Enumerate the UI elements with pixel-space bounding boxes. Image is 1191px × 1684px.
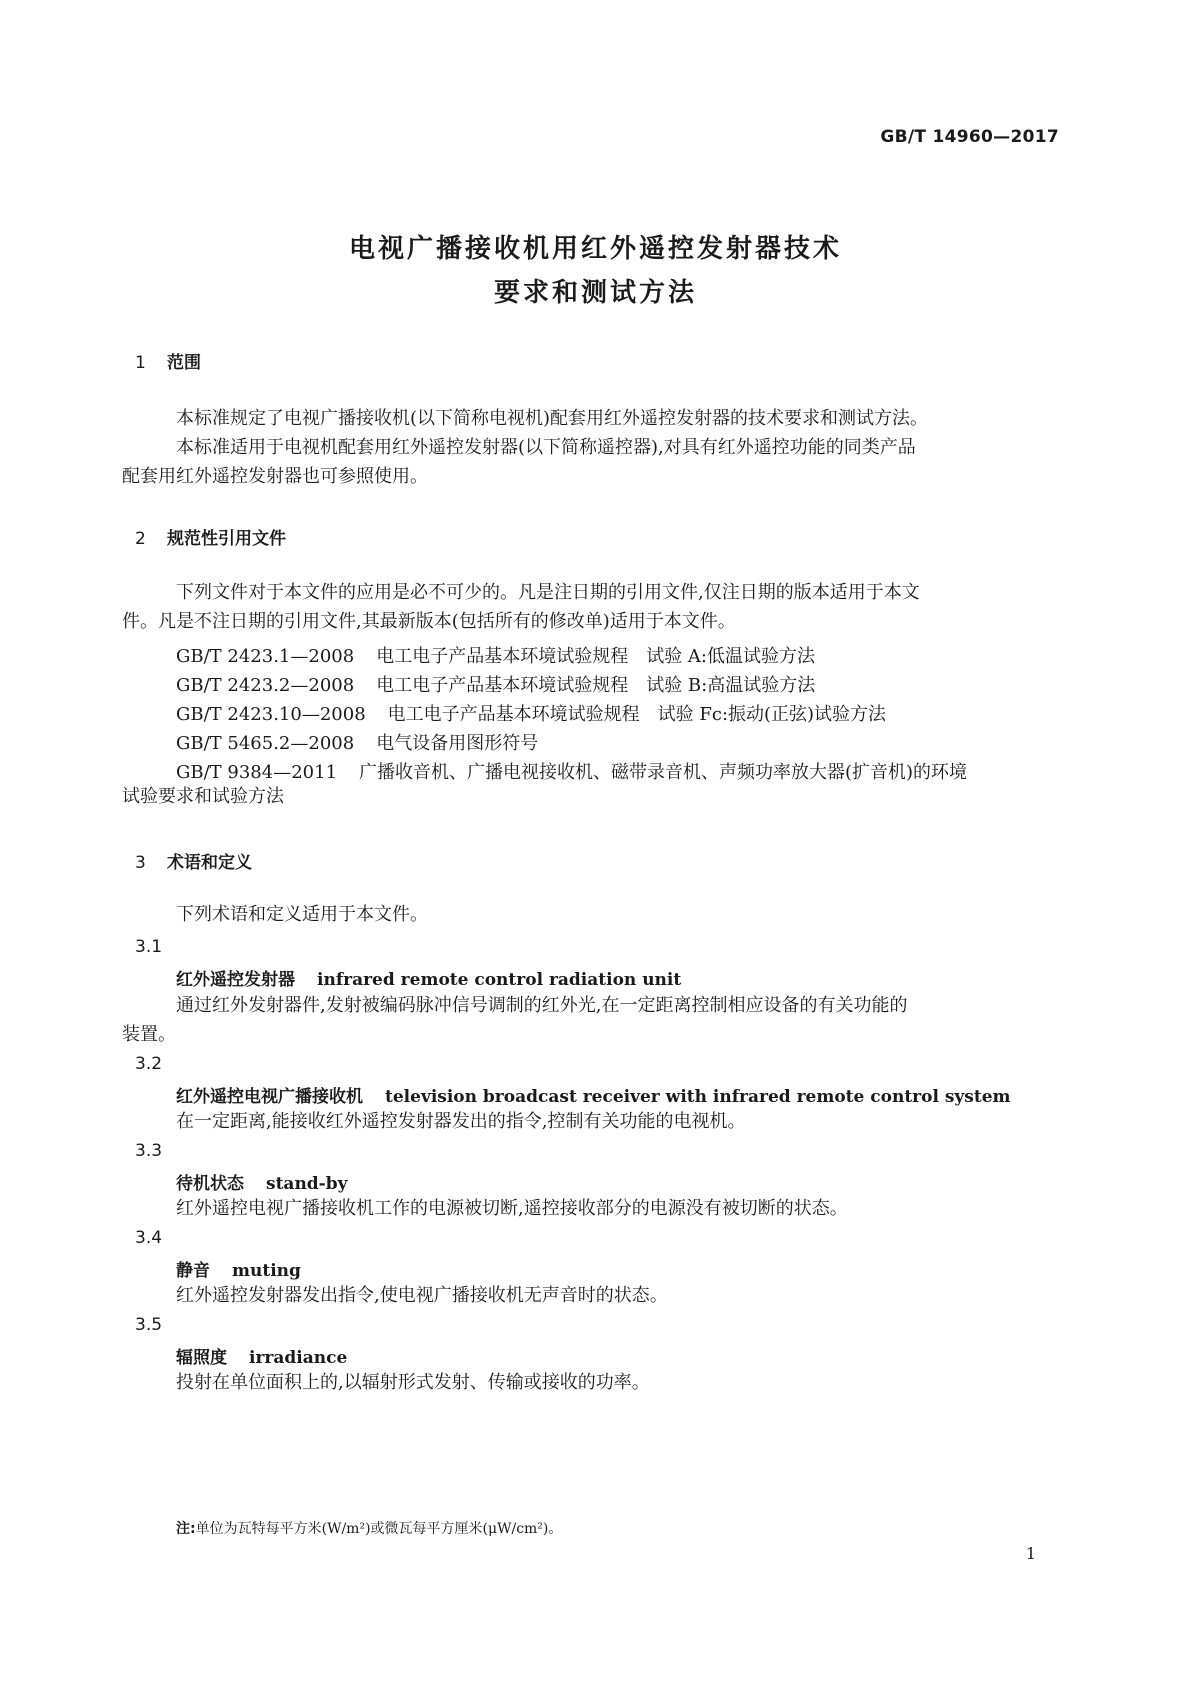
term-zh: 辐照度	[176, 1348, 227, 1368]
reference-code: GB/T 2423.1—2008	[176, 646, 355, 667]
section-2-heading	[135, 524, 286, 549]
term-heading	[176, 1082, 1011, 1107]
reference-title: 电气设备用图形符号	[376, 733, 539, 754]
paragraph: 件。凡是不注日期的引用文件,其最新版本(包括所有的修改单)适用于本文件。	[122, 611, 736, 632]
section-3-heading	[135, 848, 252, 873]
reference-item	[176, 700, 886, 726]
section-title: 范围	[167, 353, 201, 373]
note-label: 注:	[176, 1521, 196, 1537]
term-heading	[176, 965, 681, 990]
term-heading	[176, 1343, 347, 1368]
section-title: 规范性引用文件	[167, 529, 286, 549]
term-definition: 在一定距离,能接收红外遥控发射器发出的指令,控制有关功能的电视机。	[176, 1111, 746, 1132]
reference-item	[176, 729, 538, 755]
term-number: 3.1	[135, 937, 163, 957]
term-definition: 红外遥控发射器发出指令,使电视广播接收机无声音时的状态。	[176, 1285, 668, 1306]
reference-title: 电工电子产品基本环境试验规程 试验 Fc:振动(正弦)试验方法	[387, 704, 887, 725]
term-heading	[176, 1169, 348, 1194]
note	[176, 1518, 562, 1538]
paragraph: 下列术语和定义适用于本文件。	[176, 904, 428, 925]
reference-continuation: 试验要求和试验方法	[122, 786, 284, 807]
paragraph: 本标准规定了电视广播接收机(以下简称电视机)配套用红外遥控发射器的技术要求和测试方法。	[176, 408, 929, 429]
section-1-heading	[135, 348, 201, 373]
section-number: 3	[135, 853, 146, 873]
term-en: television broadcast receiver with infrared remote control system	[385, 1087, 1011, 1107]
term-number: 3.4	[135, 1228, 163, 1248]
term-en: muting	[232, 1261, 301, 1281]
term-definition: 装置。	[122, 1024, 176, 1045]
term-zh: 红外遥控发射器	[176, 970, 295, 990]
reference-code: GB/T 5465.2—2008	[176, 733, 355, 754]
reference-code: GB/T 2423.10—2008	[176, 704, 366, 725]
paragraph: 配套用红外遥控发射器也可参照使用。	[122, 466, 428, 487]
reference-title: 广播收音机、广播电视接收机、磁带录音机、声频功率放大器(扩音机)的环境	[359, 762, 968, 783]
section-title: 术语和定义	[167, 853, 252, 873]
note-text: 单位为瓦特每平方米(W/m²)或微瓦每平方厘米(μW/cm²)。	[195, 1521, 563, 1537]
document-title-line-1: 电视广播接收机用红外遥控发射器技术	[348, 234, 842, 264]
term-zh: 待机状态	[176, 1174, 244, 1194]
term-zh: 静音	[176, 1261, 210, 1281]
term-number: 3.2	[135, 1054, 163, 1074]
reference-code: GB/T 2423.2—2008	[176, 675, 355, 696]
term-en: stand-by	[266, 1174, 348, 1194]
standard-code: GB/T 14960—2017	[880, 127, 1059, 147]
term-definition: 投射在单位面积上的,以辐射形式发射、传输或接收的功率。	[176, 1372, 650, 1393]
reference-item	[176, 758, 967, 784]
reference-item	[176, 642, 815, 668]
page-number: 1	[1025, 1544, 1036, 1563]
reference-title: 电工电子产品基本环境试验规程 试验 B:高温试验方法	[376, 675, 816, 696]
term-number: 3.5	[135, 1315, 163, 1335]
section-number: 2	[135, 529, 146, 549]
term-en: infrared remote control radiation unit	[317, 970, 682, 990]
term-number: 3.3	[135, 1141, 163, 1161]
document-title-line-2: 要求和测试方法	[493, 278, 697, 308]
section-number: 1	[135, 353, 146, 373]
term-definition: 红外遥控电视广播接收机工作的电源被切断,遥控接收部分的电源没有被切断的状态。	[176, 1198, 848, 1219]
term-zh: 红外遥控电视广播接收机	[176, 1087, 363, 1107]
paragraph: 本标准适用于电视机配套用红外遥控发射器(以下简称遥控器),对具有红外遥控功能的同类产品	[176, 437, 916, 458]
term-en: irradiance	[249, 1348, 348, 1368]
term-heading	[176, 1256, 301, 1281]
paragraph: 下列文件对于本文件的应用是必不可少的。凡是注日期的引用文件,仅注日期的版本适用于本文	[176, 582, 920, 603]
reference-code: GB/T 9384—2011	[176, 762, 338, 783]
reference-item	[176, 671, 815, 697]
term-definition: 通过红外发射器件,发射被编码脉冲信号调制的红外光,在一定距离控制相应设备的有关功能的	[176, 995, 908, 1016]
reference-title: 电工电子产品基本环境试验规程 试验 A:低温试验方法	[376, 646, 815, 667]
